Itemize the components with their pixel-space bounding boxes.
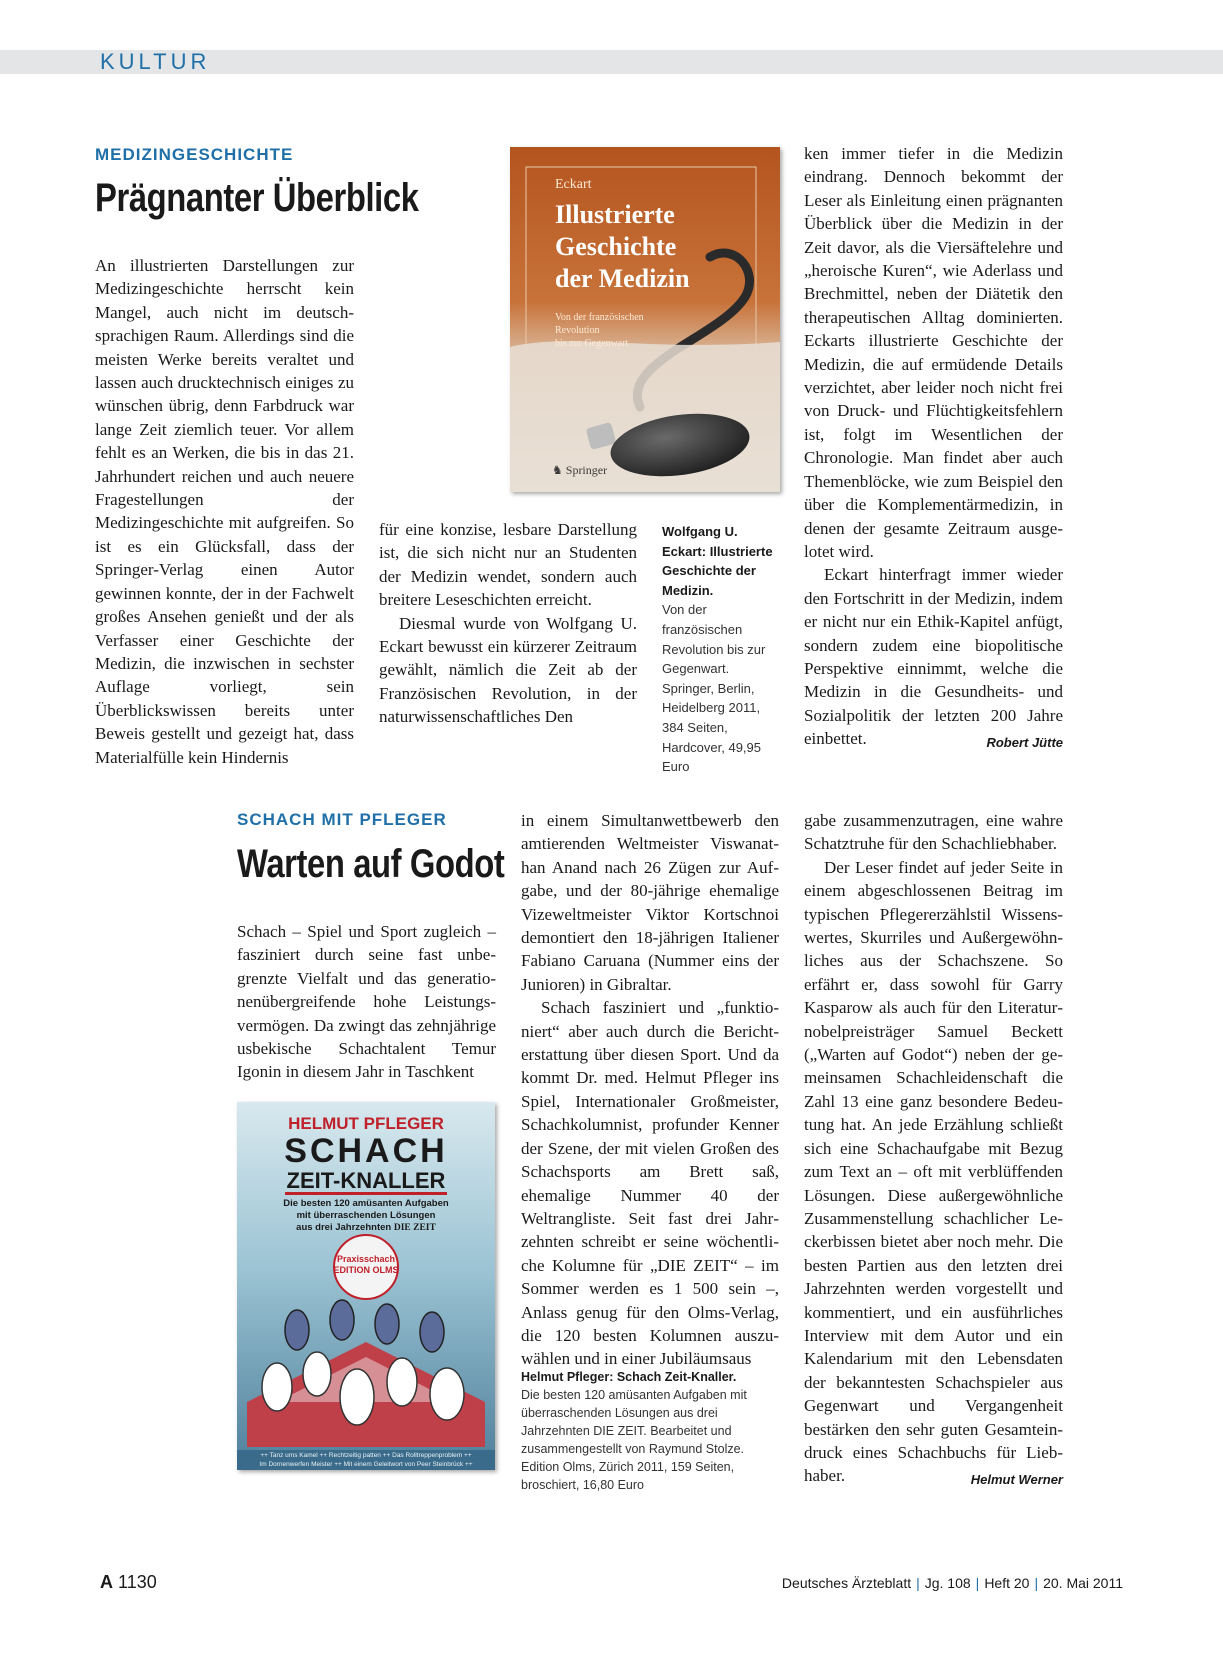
caption-title: Helmut Pfleger: Schach Zeit-Knaller. (521, 1370, 737, 1384)
page-prefix: A (100, 1572, 113, 1592)
article1-column-2 (379, 518, 637, 729)
cover2-footer-line: Im Dornenwerfen Meister ++ Mit einem Geleitwort von Peer Steinbrück ++ (259, 1461, 473, 1468)
cover2-title-line: SCHACH (284, 1132, 448, 1170)
journal-issue: Heft 20 (984, 1575, 1030, 1591)
cover1-author: Eckart (555, 177, 592, 192)
cover2-subtitle-text: aus drei Jahrzehnten (296, 1222, 392, 1233)
article1-headline: Prägnanter Überblick (95, 176, 419, 220)
cover2-subtitle-line: Die besten 120 amüsanten Aufgaben (283, 1198, 449, 1209)
cover1-subtitle-line: Von der französischen (555, 312, 644, 323)
journal-info (782, 1575, 1123, 1591)
cover1-publisher-name: Springer (565, 463, 608, 477)
cover1-subtitle-line: Revolution (555, 325, 600, 336)
paragraph-text: Der Leser findet auf jeder Seite in einem abgeschlossenen Beitrag im typischen Pflegererzählstil Wissenswertes, Skurriles und Außergewöhnliches aus der Schachszene. So erfährt er, dass sowohl für Garry Kasparow als auch für den Literaturnobelpreisträger Samuel Beckett („Warten auf Godot“) neben der gemeinsamen Schachleidenschaft die Zahl 13 eine ganz besondere Bedeutung hat. An jede Erzählung schließt sich eine Schachaufgabe mit Bezug zum Text an – oft mit verblüffenden Lösungen. Diese außergewöhnliche Zusammenstellung schachlicher Leckerbissen bietet aber noch mehr. Die besten Partien aus den letzten drei Jahrzehnten werden vorgestellt und kommentiert, und ein ausführliches Interview mit dem Autor und ein Kalendarium mit den Lebensdaten der bekanntesten Schachspieler aus Gegenwart und Vergangenheit bestärken den sehr guten Gesamteindruck eines Schachbuchs für Liebhaber. (804, 857, 1063, 1486)
paragraph: Schach – Spiel und Sport zugleich – fasziniert durch seine fast unbegrenzte Vielfalt und das generationenübergreifende hohe Leistungsvermögen. Da zwingt das zehnjährige usbekische Schachtalent Temur Igonin in diesem Jahr in Taschkent (237, 922, 496, 1082)
article1-caption (662, 522, 780, 777)
cover2-badge-line: EDITION OLMS (333, 1265, 399, 1275)
paragraph: in einem Simultanwettbewerb den amtierenden Weltmeister Viswanathan Anand nach 26 Zügen zur Aufgabe, und der 80-jährige ehemalige Vizeweltmeister Viktor Kortschnoi demontiert den 18-jährigen Italiener Fabiano Caruana (Nummer eins der Junioren) in Gibraltar. (521, 811, 779, 994)
journal-volume: Jg. 108 (924, 1575, 971, 1591)
article2-column-2 (521, 809, 779, 1371)
article2-column-1 (237, 920, 496, 1084)
cover1-subtitle-line: bis zur Gegenwart (555, 338, 629, 349)
caption-body: Von der französischen Revolution bis zur Gegenwart. Springer, Berlin, Heidelberg 2011, 384 Seiten, Hardcover, 49,95 Euro (662, 602, 766, 775)
caption-title: Wolfgang U. Eckart: Illustrierte Geschichte der Medizin. (662, 524, 773, 598)
article1-column-1 (95, 254, 354, 769)
cover2-subtitle (237, 1198, 495, 1234)
paragraph: Diesmal wurde von Wolfgang U. Eckart bewusst ein kürzerer Zeitraum gewählt, nämlich die Zeit ab der Französischen Revolution, in der naturwissenschaftliches Den (379, 613, 637, 727)
cover2-footer-line: ++ Tanz ums Kamel ++ Rechtzeitig patten ++ Das Rolltreppenproblem ++ (260, 1452, 472, 1459)
springer-logo-icon: ♞ (552, 463, 566, 477)
cover1-title-line: Illustrierte (555, 200, 675, 229)
cover2-footer (241, 1451, 491, 1469)
cover2-badge-line: Praxisschach (336, 1254, 396, 1264)
paragraph: gabe zusammenzutragen, eine wahre Schatztruhe für den Schachliebhaber. (804, 811, 1063, 854)
article2-kicker: SCHACH MIT PFLEGER (237, 810, 447, 829)
cover1-title (555, 199, 690, 295)
article1-column-3 (804, 142, 1063, 755)
article2-headline: Warten auf Godot (237, 842, 505, 886)
paragraph-text: Eckart hinterfragt immer wieder den Fortschritt in der Medizin, indem er nicht nur ein Ethik-Kapitel anfügt, sondern zudem eine biopolitische Perspektive einnimmt, welche die Medizin in die Gesundheits- und Sozialpolitik der letzten 200 Jahre einbettet. (804, 565, 1063, 749)
journal-name: Deutsches Ärzteblatt (781, 1575, 912, 1591)
cover1-subtitle (555, 311, 644, 350)
page-number-value: 1130 (118, 1572, 157, 1592)
paragraph (804, 563, 1063, 750)
book-cover-schach (237, 1102, 495, 1470)
separator: | (1034, 1575, 1039, 1591)
paragraph: für eine konzise, lesbare Darstellung ist, die sich nicht nur an Studenten der Medizin wendet, sondern auch breitere Leseschichten erreicht. (379, 520, 637, 610)
article1-kicker: MEDIZINGESCHICHTE (95, 145, 294, 164)
die-zeit-logo: DIE ZEIT (393, 1223, 436, 1233)
cover1-title-line: der Medizin (555, 264, 690, 293)
cover2-badge (237, 1254, 495, 1276)
paragraph: ken immer tiefer in die Medizin eindrang. Dennoch bekommt der Leser als Einleitung einen prägnanten Überblick über die Medizin in der Zeit davor, als die Viersäftelehre und „heroische Kuren“, wie Aderlass und Brechmittel, neben der Diätetik den therapeutischen Alltag dominierten. Eckarts illustrierte Geschichte der Medizin, die auf ermüdende Details verzichtet, aber leider noch nicht frei von Druck- und Flüchtigkeitsfehlern ist, folgt im Wesentlichen der Chronologie. Man findet aber auch Themenblöcke, wie zum Beispiel den über die Komplementärmedizin, in denen der gesamte Zeitraum ausgelotet wird. (804, 144, 1063, 561)
paragraph: Schach fasziniert und „funktioniert“ aber auch durch die Berichterstattung über diesen Sport. Und da kommt Dr. med. Helmut Pfleger ins Spiel, Internationaler Großmeister, Schachkolumnist, profunder Kenner der Szene, der mit vielen Großen des Schachsports am Brett saß, ehemalige Nummer 40 der Weltrangliste. Seit fast drei Jahrzehnten schreibt er seine wöchentliche Kolumne für „DIE ZEIT“ – im Sommer werden es 1 500 sein –, Anlass genug für den Olms-Verlag, die 120 besten Kolumnen auszuwählen und in einer Jubiläumsaus (521, 998, 779, 1369)
article2-column-3 (804, 809, 1063, 1492)
cover2-subtitle-line: mit überraschenden Lösungen (296, 1210, 436, 1221)
cover2-subtitle-line (237, 1222, 495, 1234)
book-cover-medizin (510, 147, 780, 492)
article2-author: Helmut Werner (970, 1472, 1063, 1488)
separator: | (975, 1575, 980, 1591)
cover2-title-line: ZEIT-KNALLER (286, 1168, 446, 1193)
cover2-author: HELMUT PFLEGER (288, 1114, 444, 1133)
cover1-publisher (552, 463, 607, 478)
article1-author: Robert Jütte (986, 735, 1063, 751)
page-number (100, 1572, 157, 1593)
journal-date: 20. Mai 2011 (1043, 1575, 1123, 1591)
paragraph: An illustrierten Darstellungen zur Medizingeschichte herrscht kein Mangel, auch nicht im deutschsprachigen Raum. Allerdings sind die meisten Werke bereits veraltet und lassen auch drucktechnisch einiges zu wünschen übrig, denn Farbdruck war lange Zeit ziemlich teuer. Vor allem fehlt es an Werken, die bis in das 21. Jahrhundert reichen und auch neuere Fragestellungen der Medizingeschichte mit aufgreifen. So ist es ein Glücksfall, dass der Springer-Verlag einen Autor gewinnen konnte, der in der Fachwelt großes Ansehen genießt und der als Verfasser einer Geschichte der Medizin, die inzwischen in sechster Auflage vorliegt, sein Überblickswissen bereits unter Beweis gestellt und gezeigt hat, dass Materialfülle kein Hindernis (95, 256, 354, 767)
separator: | (916, 1575, 920, 1591)
section-label: KULTUR (100, 49, 211, 74)
caption-body: Die besten 120 amüsanten Aufgaben mit überraschenden Lösungen aus drei Jahrzehnten DIE ZEIT. Bearbeitet und zusammengestellt von Raymund Stolze. Edition Olms, Zürich 2011, 159 Seiten, broschiert, 16,80 Euro (521, 1388, 747, 1492)
article2-caption (521, 1368, 779, 1494)
cover1-title-line: Geschichte (555, 232, 677, 261)
paragraph (804, 856, 1063, 1488)
